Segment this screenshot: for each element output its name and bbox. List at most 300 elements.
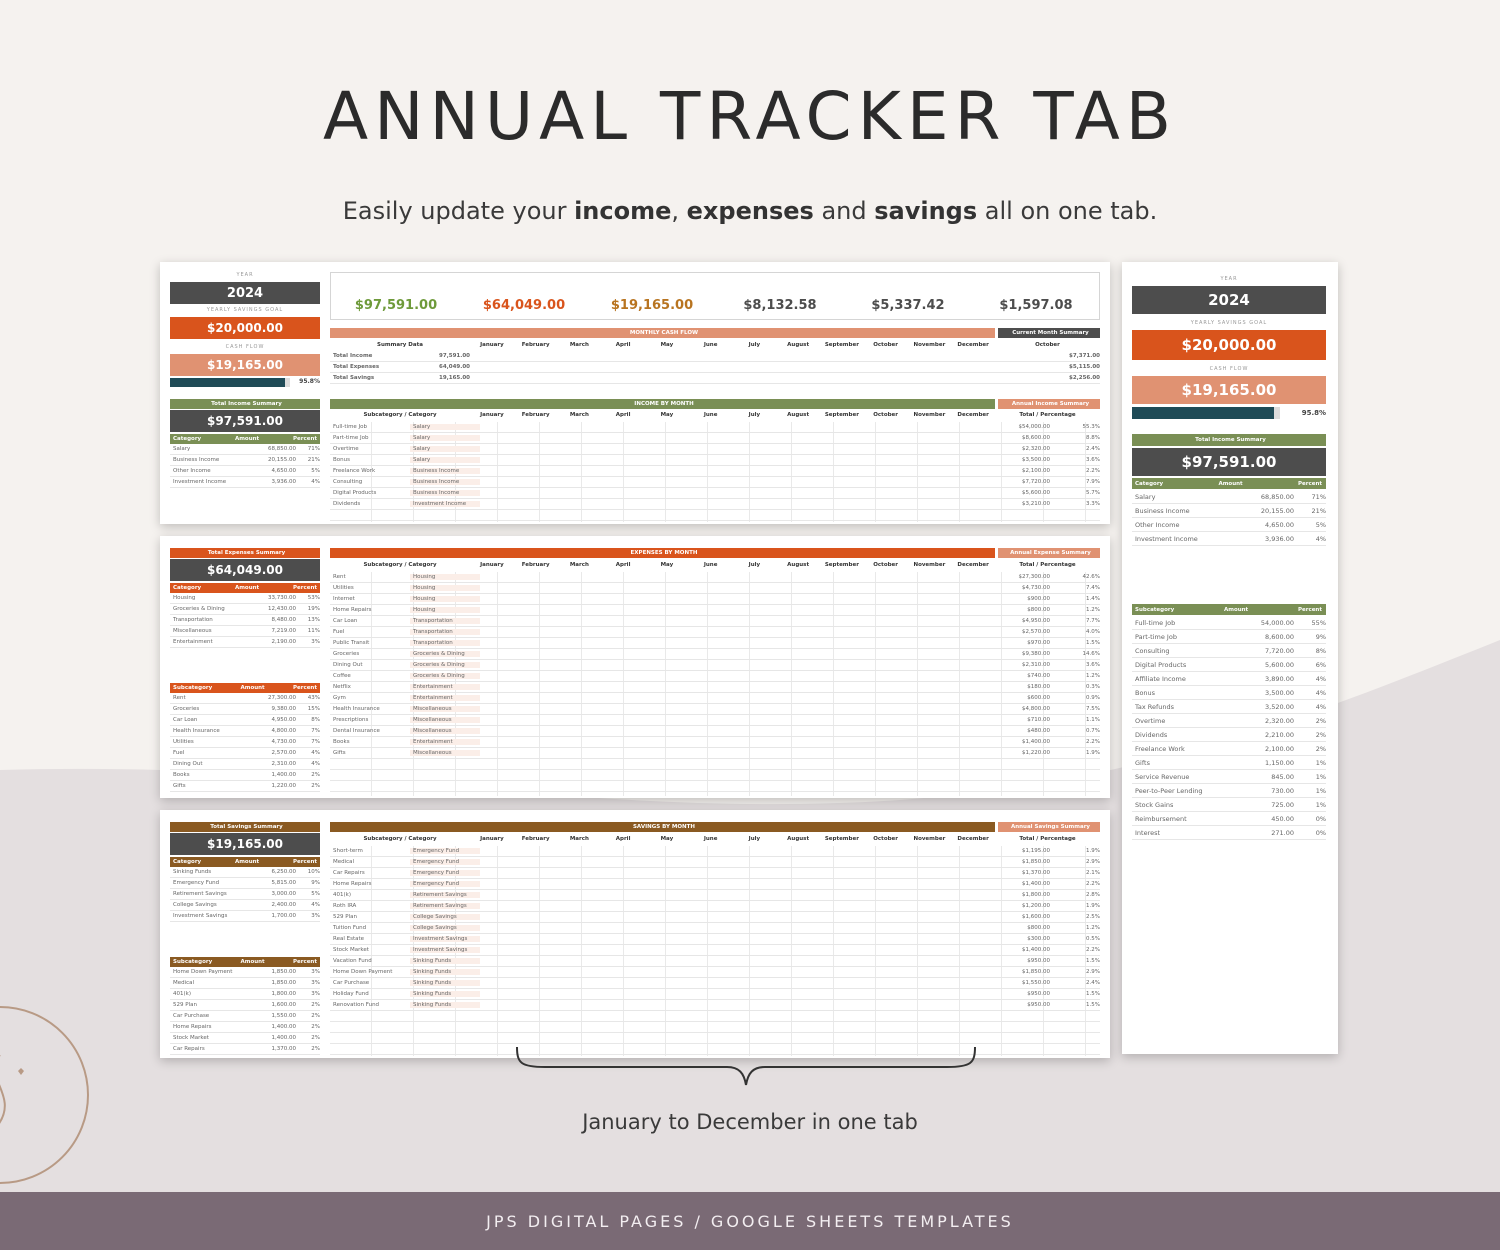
summary-row-cell: 7%	[311, 728, 320, 734]
table-row	[330, 704, 1100, 715]
table-row	[330, 868, 1100, 879]
summary-row-cell: Transportation	[173, 617, 213, 623]
summary-row-cell: 71%	[1311, 492, 1326, 501]
table-row-cell: Groceries & Dining	[410, 673, 480, 679]
table-row-cell: Salary	[410, 424, 480, 430]
summary-row-cell: Emergency Fund	[173, 880, 220, 886]
summary-row-cell: 21%	[307, 457, 320, 463]
right-cash-flow-box: $19,165.00	[1132, 376, 1326, 404]
summary-row	[170, 604, 320, 615]
summary-row-cell: 2%	[311, 783, 320, 789]
table-row-cell: 2.2%	[1086, 881, 1100, 887]
table-row-cell: Bonus	[333, 457, 350, 463]
table-row-cell: Business Income	[410, 468, 480, 474]
summary-row	[170, 878, 320, 889]
summary-row-cell: 2,190.00	[271, 639, 296, 645]
table-row-cell: 3.6%	[1086, 457, 1100, 463]
table-row	[330, 748, 1100, 759]
table-row-cell: Entertainment	[410, 695, 480, 701]
summary-row	[1132, 812, 1326, 826]
table-row	[330, 605, 1100, 616]
summary-row-cell: Business Income	[1135, 506, 1190, 515]
summary-row-cell: Housing	[173, 595, 196, 601]
month-label: June	[703, 342, 718, 348]
table-row	[330, 912, 1100, 923]
summary-row-cell: Salary	[173, 446, 191, 452]
yearly-goal-label: YEARLY SAVINGS GOAL	[206, 307, 284, 313]
summary-row-cell: Car Loan	[173, 717, 198, 723]
table-row-cell: $950.00	[1027, 1002, 1050, 1008]
table-row	[330, 890, 1100, 901]
summary-row-cell: 9%	[1315, 632, 1326, 641]
table-row-cell: 2.2%	[1086, 947, 1100, 953]
table-row	[330, 715, 1100, 726]
table-row-cell: 2.2%	[1086, 468, 1100, 474]
summary-row-cell: Investment Income	[173, 479, 227, 485]
table-row-cell: 2.9%	[1086, 859, 1100, 865]
summary-row-cell: Groceries	[173, 706, 200, 712]
kpi-card	[587, 287, 717, 313]
table-row-cell: 2.2%	[1086, 739, 1100, 745]
table-row-cell: 1.5%	[1086, 640, 1100, 646]
right-goal-box: $20,000.00	[1132, 330, 1326, 360]
table-row	[330, 594, 1100, 605]
summary-row-cell: Tax Refunds	[1135, 702, 1175, 711]
summary-row-cell: 2,310.00	[271, 761, 296, 767]
table-row	[330, 989, 1100, 1000]
table-row-cell: 3.3%	[1086, 501, 1100, 507]
savings-category-rows	[170, 867, 320, 922]
summary-row-cell: Entertainment	[173, 639, 213, 645]
summary-row-cell: Car Purchase	[173, 1013, 210, 1019]
cashflow-month-row	[330, 340, 1100, 350]
summary-row	[170, 1033, 320, 1044]
table-row-cell: Groceries	[333, 651, 360, 657]
table-row-cell: 1.4%	[1086, 596, 1100, 602]
summary-row-cell: Investment Income	[1135, 534, 1198, 543]
table-row-cell: Sinking Funds	[410, 1002, 480, 1008]
month-label: December	[957, 412, 989, 418]
summary-row	[1132, 826, 1326, 840]
summary-row	[1132, 532, 1326, 546]
table-row-cell: Transportation	[410, 629, 480, 635]
table-row-cell: College Savings	[410, 925, 480, 931]
table-row-cell: $950.00	[1027, 991, 1050, 997]
table-row-cell: Housing	[410, 574, 480, 580]
summary-row	[170, 759, 320, 770]
summary-row-cell: 1%	[1315, 772, 1326, 781]
table-row-cell: Car Repairs	[333, 870, 365, 876]
table-row	[330, 846, 1100, 857]
summary-row-cell: 4%	[1315, 702, 1326, 711]
summary-row-cell: 4%	[1315, 674, 1326, 683]
table-row-cell: Holiday Fund	[333, 991, 369, 997]
table-row-cell: $1,370.00	[1022, 870, 1050, 876]
summary-row-cell: 1,220.00	[271, 783, 296, 789]
summary-row-cell: Medical	[173, 980, 195, 986]
table-row	[330, 477, 1100, 488]
summary-row-cell: Gifts	[173, 783, 186, 789]
kpi-card	[715, 287, 845, 313]
table-row-cell: $2,320.00	[1022, 446, 1050, 452]
expense-month-row: Subcategory / Category January February March April May June July August September October November December Total / Percentage	[363, 562, 1076, 568]
summary-row	[1132, 770, 1326, 784]
cashflow-row-cell: Total Expenses	[333, 364, 380, 370]
current-month-name: October	[1035, 342, 1060, 348]
table-row-cell: Miscellaneous	[410, 706, 480, 712]
month-label: May	[660, 562, 674, 568]
month-label: May	[660, 836, 674, 842]
kpi-card	[971, 287, 1101, 313]
table-row-cell: Business Income	[410, 490, 480, 496]
right-category-rows	[1132, 490, 1326, 546]
table-row-cell: Netflix	[333, 684, 351, 690]
kpi-value: $64,049.00	[482, 298, 566, 313]
summary-row	[1132, 490, 1326, 504]
summary-row-cell: 3%	[311, 991, 320, 997]
month-label: March	[569, 562, 589, 568]
summary-row-cell: 1%	[1315, 786, 1326, 795]
summary-row-cell: 3,520.00	[1265, 702, 1294, 711]
table-row-cell: Miscellaneous	[410, 717, 480, 723]
summary-row-cell: Affiliate Income	[1135, 674, 1186, 683]
curly-brace-icon	[515, 1045, 977, 1091]
table-row-cell: 1.1%	[1086, 717, 1100, 723]
right-cash-flow-label: CASH FLOW	[1209, 366, 1249, 372]
table-row-cell: Investment Savings	[410, 947, 480, 953]
summary-row	[170, 637, 320, 648]
progress-bar-fill	[170, 378, 285, 387]
table-row-cell: $1,850.00	[1022, 969, 1050, 975]
summary-row-cell: 1%	[1315, 758, 1326, 767]
summary-row-cell: 3,936.00	[1265, 534, 1294, 543]
savings-month-row: Subcategory / Category January February March April May June July August September October November December Total / Percentage	[363, 836, 1076, 842]
table-row-cell: Internet	[333, 596, 355, 602]
table-row-cell: Gym	[333, 695, 346, 701]
income-by-month-header: INCOME BY MONTH	[330, 399, 995, 409]
summary-row-cell: Home Repairs	[173, 1024, 212, 1030]
month-label: November	[913, 412, 946, 418]
progress-bar	[170, 378, 290, 387]
month-label: October	[873, 836, 898, 842]
table-row-cell: $5,600.00	[1022, 490, 1050, 496]
summary-row	[1132, 504, 1326, 518]
table-row-cell: Consulting	[333, 479, 363, 485]
table-row-cell: $900.00	[1027, 596, 1050, 602]
summary-row	[170, 455, 320, 466]
table-row-cell: Prescriptions	[333, 717, 369, 723]
summary-row-cell: 0%	[1315, 828, 1326, 837]
summary-row-cell: 2%	[311, 1035, 320, 1041]
summary-row-cell: 3%	[311, 913, 320, 919]
table-row-cell: Full-time Job	[333, 424, 368, 430]
summary-row-cell: 33,730.00	[268, 595, 296, 601]
income-summary-header: Total Income Summary	[170, 399, 320, 409]
summary-row	[170, 889, 320, 900]
table-row-cell: Entertainment	[410, 684, 480, 690]
table-row	[330, 967, 1100, 978]
table-row-cell: $27,300.00	[1018, 574, 1050, 580]
table-row-cell: Short-term	[333, 848, 363, 854]
month-label: January	[480, 836, 504, 842]
summary-row-cell: 7,219.00	[271, 628, 296, 634]
summary-row-cell: 54,000.00	[1260, 618, 1294, 627]
summary-row-cell: 3%	[311, 980, 320, 986]
month-label: November	[913, 836, 946, 842]
table-row-cell: $3,500.00	[1022, 457, 1050, 463]
summary-row-cell: 2%	[311, 772, 320, 778]
summary-row-cell: 1,550.00	[271, 1013, 296, 1019]
kpi-value: $19,165.00	[610, 298, 694, 313]
table-row-cell: $1,195.00	[1022, 848, 1050, 854]
summary-row-cell: College Savings	[173, 902, 217, 908]
table-row-cell: 7.4%	[1086, 585, 1100, 591]
summary-row	[1132, 742, 1326, 756]
summary-row	[170, 593, 320, 604]
summary-row	[1132, 784, 1326, 798]
table-row	[330, 488, 1100, 499]
table-row-cell: $710.00	[1027, 717, 1050, 723]
summary-row-cell: 8%	[1315, 646, 1326, 655]
annual-income-summary-header: Annual Income Summary	[998, 399, 1100, 409]
summary-row-cell: Reimbursement	[1135, 814, 1187, 823]
table-row-cell: Salary	[410, 457, 480, 463]
table-row	[330, 923, 1100, 934]
table-row	[330, 671, 1100, 682]
month-label: April	[615, 836, 631, 842]
summary-row-cell: 20,155.00	[268, 457, 296, 463]
table-row	[330, 627, 1100, 638]
annual-expense-summary-header: Annual Expense Summary	[998, 548, 1100, 558]
summary-row-cell: 4%	[311, 761, 320, 767]
table-row-cell: Emergency Fund	[410, 870, 480, 876]
table-row-cell: $300.00	[1027, 936, 1050, 942]
summary-row-cell: 68,850.00	[1260, 492, 1294, 501]
summary-row-cell: 3%	[311, 639, 320, 645]
year-box: 2024	[170, 282, 320, 304]
monthly-cash-flow-header: MONTHLY CASH FLOW	[330, 328, 995, 338]
expense-sheet-preview	[160, 536, 1110, 798]
table-row-cell: Overtime	[333, 446, 359, 452]
cashflow-row-cell: $7,371.00	[1069, 353, 1100, 359]
cashflow-row-cell: 19,165.00	[439, 375, 470, 381]
table-row-cell: 1.9%	[1086, 750, 1100, 756]
table-row	[330, 934, 1100, 945]
table-row	[330, 879, 1100, 890]
right-progress-bar-fill	[1132, 407, 1274, 419]
savings-category-header: Category Amount Percent	[170, 857, 320, 867]
yearly-goal-box: $20,000.00	[170, 317, 320, 339]
month-label: July	[748, 412, 761, 418]
cashflow-row-cell: Total Savings	[333, 375, 375, 381]
summary-row-cell: 3%	[311, 969, 320, 975]
table-row-cell: $970.00	[1027, 640, 1050, 646]
summary-row-cell: 15%	[307, 706, 320, 712]
table-row-cell: Housing	[410, 585, 480, 591]
summary-row	[170, 704, 320, 715]
table-row-cell: Public Transit	[333, 640, 370, 646]
summary-row-cell: 4%	[311, 902, 320, 908]
summary-row-cell: 5%	[311, 891, 320, 897]
table-row-cell: Dividends	[333, 501, 361, 507]
savings-subcategory-header: Subcategory Amount Percent	[170, 957, 320, 967]
table-row	[330, 649, 1100, 660]
summary-row	[1132, 518, 1326, 532]
table-row-cell: Medical	[333, 859, 355, 865]
summary-row-cell: 7%	[311, 739, 320, 745]
table-row-cell: Retirement Savings	[410, 903, 480, 909]
summary-row-cell: Miscellaneous	[173, 628, 212, 634]
summary-row-cell: 13%	[307, 617, 320, 623]
table-row-cell: 0.9%	[1086, 695, 1100, 701]
right-income-total: $97,591.00	[1132, 448, 1326, 476]
table-row-cell: 2.9%	[1086, 969, 1100, 975]
table-row-cell: $4,950.00	[1022, 618, 1050, 624]
summary-row	[1132, 728, 1326, 742]
summary-row-cell: Peer-to-Peer Lending	[1135, 786, 1203, 795]
month-label: February	[521, 836, 550, 842]
footer-banner: JPS DIGITAL PAGES / GOOGLE SHEETS TEMPLATES	[0, 1192, 1500, 1250]
table-row-cell: $600.00	[1027, 695, 1050, 701]
table-row-cell: $1,400.00	[1022, 947, 1050, 953]
table-row-cell: Coffee	[333, 673, 351, 679]
table-row-cell: Sinking Funds	[410, 991, 480, 997]
expense-summary-header: Total Expenses Summary	[170, 548, 320, 558]
summary-row-cell: 4,730.00	[271, 739, 296, 745]
month-label: February	[521, 412, 550, 418]
cashflow-row-cell: 64,049.00	[439, 364, 470, 370]
table-row-cell: Emergency Fund	[410, 881, 480, 887]
table-row-cell: Emergency Fund	[410, 848, 480, 854]
summary-row-cell: 3,500.00	[1265, 688, 1294, 697]
summary-row	[170, 626, 320, 637]
summary-row-cell: 6,250.00	[271, 869, 296, 875]
table-row-cell: $3,210.00	[1022, 501, 1050, 507]
month-label: April	[615, 342, 631, 348]
table-row-cell: 529 Plan	[333, 914, 357, 920]
table-row-cell: $54,000.00	[1018, 424, 1050, 430]
summary-row-cell: 4,800.00	[271, 728, 296, 734]
table-row-cell: 1.5%	[1086, 991, 1100, 997]
month-label: July	[748, 836, 761, 842]
summary-row-cell: 1%	[1315, 800, 1326, 809]
table-row-cell: 14.6%	[1082, 651, 1100, 657]
table-row-cell: Miscellaneous	[410, 728, 480, 734]
summary-row-cell: Stock Gains	[1135, 800, 1174, 809]
summary-row-cell: 730.00	[1271, 786, 1294, 795]
headline: ANNUAL TRACKER TAB	[322, 78, 1178, 155]
summary-row-cell: 5,815.00	[271, 880, 296, 886]
month-label: October	[873, 342, 898, 348]
summary-row-cell: 12,430.00	[268, 606, 296, 612]
summary-row-cell: Overtime	[1135, 716, 1166, 725]
table-row	[330, 857, 1100, 868]
summary-row-cell: Part-time Job	[1135, 632, 1177, 641]
summary-row-cell: 4%	[1315, 688, 1326, 697]
table-row-cell: Fuel	[333, 629, 345, 635]
kpi-card	[843, 287, 973, 313]
month-label: June	[703, 412, 718, 418]
table-row-cell: $7,720.00	[1022, 479, 1050, 485]
summary-row	[170, 900, 320, 911]
table-row-cell: Entertainment	[410, 739, 480, 745]
table-row-cell: Books	[333, 739, 350, 745]
table-row-cell: $1,400.00	[1022, 881, 1050, 887]
right-progress-pct: 95.8%	[1301, 409, 1326, 417]
month-label: December	[957, 342, 989, 348]
income-category-header: Category Amount Percent	[170, 434, 320, 444]
summary-row	[1132, 700, 1326, 714]
month-label: August	[787, 342, 810, 348]
cashflow-row-cell: $2,256.00	[1069, 375, 1100, 381]
income-sheet-preview	[160, 262, 1110, 524]
cash-flow-label: CASH FLOW	[225, 344, 265, 350]
income-dashboard-preview	[1122, 262, 1338, 1054]
table-row-cell: College Savings	[410, 914, 480, 920]
table-row-cell: 7.9%	[1086, 479, 1100, 485]
table-row-cell: 8.8%	[1086, 435, 1100, 441]
summary-row	[1132, 798, 1326, 812]
month-label: September	[824, 562, 859, 568]
summary-row-cell: 529 Plan	[173, 1002, 197, 1008]
income-month-row: Subcategory / Category January February March April May June July August September October November December Total / Percentage	[363, 412, 1076, 418]
summary-row-cell: 1,600.00	[271, 1002, 296, 1008]
cashflow-row-cell: Total Income	[333, 353, 373, 359]
summary-row-cell: Utilities	[173, 739, 194, 745]
table-row	[330, 660, 1100, 671]
table-row	[330, 901, 1100, 912]
table-row-cell: Renovation Fund	[333, 1002, 380, 1008]
table-row-cell: Sinking Funds	[410, 980, 480, 986]
cashflow-row-cell: 97,591.00	[439, 353, 470, 359]
table-row	[330, 682, 1100, 693]
table-row-cell: 7.7%	[1086, 618, 1100, 624]
table-row-cell: Car Purchase	[333, 980, 370, 986]
table-row-cell: Home Repairs	[333, 607, 372, 613]
progress-pct: 95.8%	[299, 378, 320, 385]
month-label: September	[824, 836, 859, 842]
cashflow-row	[330, 373, 1100, 384]
table-row-cell: 2.1%	[1086, 870, 1100, 876]
summary-row-cell: 2,570.00	[271, 750, 296, 756]
table-row-cell: $740.00	[1027, 673, 1050, 679]
summary-row-cell: 43%	[307, 695, 320, 701]
table-row-cell: $180.00	[1027, 684, 1050, 690]
table-row	[330, 956, 1100, 967]
month-label: July	[748, 562, 761, 568]
summary-row	[170, 770, 320, 781]
table-row-cell: $1,220.00	[1022, 750, 1050, 756]
table-row-cell: Roth IRA	[333, 903, 357, 909]
annual-savings-summary-header: Annual Savings Summary	[998, 822, 1100, 832]
summary-row-cell: Other Income	[1135, 520, 1180, 529]
kpi-card	[459, 287, 589, 313]
table-row-cell: 3.6%	[1086, 662, 1100, 668]
summary-row	[170, 967, 320, 978]
summary-row	[170, 693, 320, 704]
table-row-cell: Groceries & Dining	[410, 651, 480, 657]
summary-row	[170, 444, 320, 455]
table-row-cell: $2,570.00	[1022, 629, 1050, 635]
table-row	[330, 572, 1100, 583]
month-label: May	[660, 342, 674, 348]
summary-row-cell: 450.00	[1271, 814, 1294, 823]
month-label: August	[787, 836, 810, 842]
summary-row-cell: Home Down Payment	[173, 969, 233, 975]
summary-row-cell: Dividends	[1135, 730, 1168, 739]
summary-row-cell: Rent	[173, 695, 186, 701]
table-row-cell: Transportation	[410, 618, 480, 624]
